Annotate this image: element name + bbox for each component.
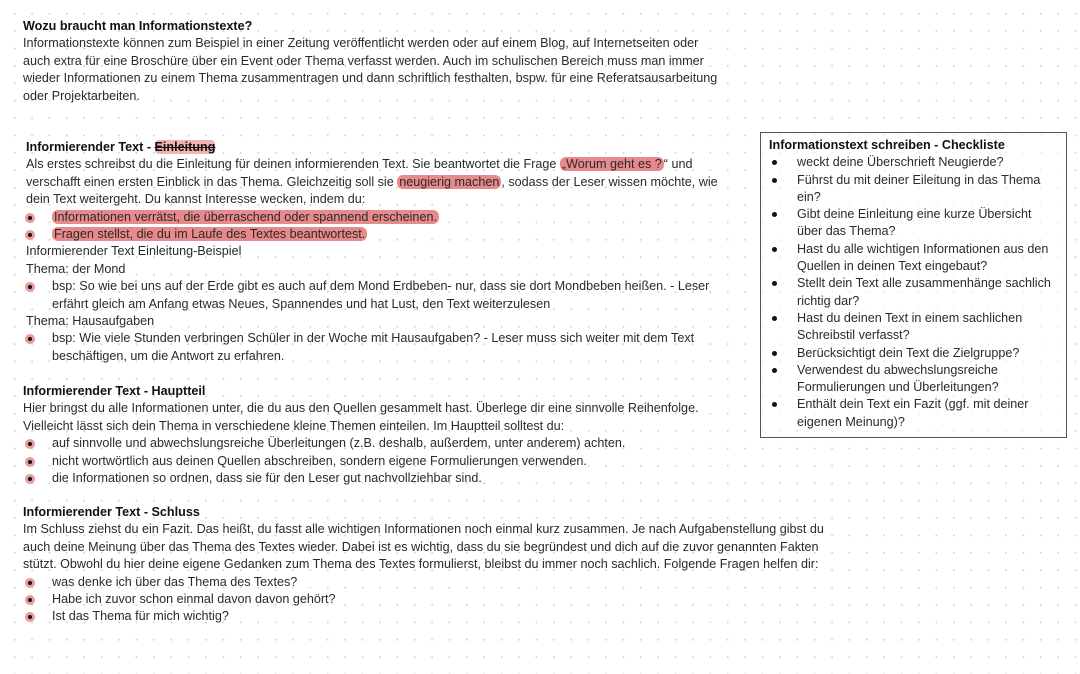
checklist-item-continuation: Quellen in deinen Text eingebaut? bbox=[797, 259, 988, 274]
theme-label: Thema: Hausaufgaben bbox=[26, 313, 155, 328]
checklist-item: Verwendest du abwechslungsreiche bbox=[769, 362, 1066, 379]
hauptteil-title: Informierender Text - Hauptteil bbox=[23, 384, 206, 398]
checklist-item: weckt deine Überschrieft Neugierde? bbox=[769, 154, 1066, 171]
text: , sodass der Leser wissen möchte, wie bbox=[501, 174, 718, 189]
bullet-item: was denke ich über das Thema des Textes? bbox=[23, 574, 843, 591]
bullet-item bbox=[23, 226, 843, 243]
paragraph-line: dein Text weitergeht. Du kannst Interesse wecken, indem du: bbox=[26, 192, 366, 207]
checklist-item-continuation: ein? bbox=[797, 189, 821, 204]
text: verschafft einen ersten Einblick in das Thema. Gleichzeitig soll sie bbox=[26, 174, 398, 189]
schluss-title: Informierender Text - Schluss bbox=[23, 505, 200, 519]
checklist-item: Berücksichtigt dein Text die Zielgruppe? bbox=[769, 345, 1066, 362]
checklist-item: Gibt deine Einleitung eine kurze Übersicht bbox=[769, 206, 1066, 223]
hauptteil-section bbox=[23, 383, 843, 487]
intro-title: Wozu braucht man Informationstexte? bbox=[23, 19, 253, 33]
bullet-continuation: beschäftigen, um die Antwort zu erfahren. bbox=[52, 348, 285, 363]
bullet-item bbox=[23, 209, 843, 226]
bullet-item: Ist das Thema für mich wichtig? bbox=[23, 608, 843, 625]
bullet-item: Habe ich zuvor schon einmal davon davon gehört? bbox=[23, 591, 843, 608]
checklist-item-continuation: eigenen Meinung)? bbox=[797, 414, 905, 429]
einleitung-title bbox=[26, 139, 846, 156]
paragraph-line bbox=[26, 174, 846, 191]
schluss-section bbox=[23, 504, 843, 626]
example-heading: Informierender Text Einleitung-Beispiel bbox=[26, 244, 242, 259]
intro-section bbox=[23, 18, 843, 105]
checklist-box bbox=[760, 132, 1067, 438]
bullet-item: bsp: Wie viele Stunden verbringen Schüler in der Woche mit Hausaufgaben? - Leser muss sich weiter mit dem Text bbox=[23, 330, 843, 347]
checklist-item: Hast du alle wichtigen Informationen aus den bbox=[769, 241, 1066, 258]
checklist-item-continuation: Formulierungen und Überleitungen? bbox=[797, 380, 999, 395]
checklist-item-continuation: über das Thema? bbox=[797, 224, 896, 239]
paragraph-line: oder Projektarbeiten. bbox=[23, 88, 140, 103]
theme-label: Thema: der Mond bbox=[26, 261, 126, 276]
paragraph-line: Informationstexte können zum Beispiel in einer Zeitung veröffentlicht werden oder auf einem Blog, auf Internetseiten oder bbox=[23, 36, 699, 51]
checklist-item: Hast du deinen Text in einem sachlichen bbox=[769, 310, 1066, 327]
paragraph-line: stützt. Obwohl du hier deine eigene Gedanken zum Thema des Textes formulierst, bleibst du immer noch sachlich. Folgende Fragen helfen dir: bbox=[23, 557, 819, 572]
paragraph-line: auch deine Meinung über das Thema des Textes wieder. Dabei ist es wichtig, dass du sie begründest und dich auf die zuvor genannten Fakten bbox=[23, 539, 819, 554]
highlight: Informationen verrätst, die überraschend oder spannend erscheinen. bbox=[54, 209, 437, 224]
paragraph-line: wieder Informationen zu einem Thema zusammentragen und dann schriftlich festhalten, bspw. für eine Referatsausarbeitung bbox=[23, 71, 718, 86]
highlight: „Worum geht es ? bbox=[561, 157, 662, 172]
paragraph-line: auch extra für eine Broschüre über ein Event oder Thema verfasst werden. Auch im schulischen Bereich muss man immer bbox=[23, 53, 704, 68]
text: Als erstes schreibst du die Einleitung für deinen informierenden Text. Sie beantwortet die Frage bbox=[26, 157, 560, 172]
title-prefix: Informierender Text - bbox=[26, 140, 155, 154]
checklist-item-continuation: richtig dar? bbox=[797, 293, 860, 308]
checklist-item: Enthält dein Text ein Fazit (ggf. mit deiner bbox=[769, 396, 1066, 413]
title-marked: Einleitung bbox=[154, 140, 216, 154]
checklist-item-continuation: Schreibstil verfasst? bbox=[797, 328, 910, 343]
paragraph-line: Vielleicht lässt sich dein Thema in verschiedene kleine Themen einteilen. Im Hauptteil solltest du: bbox=[23, 418, 565, 433]
text: “ und bbox=[663, 157, 693, 172]
highlight: Fragen stellst, die du im Laufe des Textes beantwortest. bbox=[54, 226, 366, 241]
bullet-item: die Informationen so ordnen, dass sie für den Leser gut nachvollziehbar sind. bbox=[23, 470, 843, 487]
highlight: neugierig machen bbox=[399, 174, 500, 189]
bullet-item: bsp: So wie bei uns auf der Erde gibt es auch auf dem Mond Erdbeben- nur, dass sie dort Mondbeben heißen. - Leser bbox=[23, 278, 843, 295]
bullet-continuation: erfährt gleich am Anfang etwas Neues, Spannendes und hat Lust, den Text weiterzulesen bbox=[52, 296, 551, 311]
paragraph-line: Hier bringst du alle Informationen unter, die du aus den Quellen gesammelt hast. Überlege dir eine sinnvolle Reihenfolge. bbox=[23, 401, 699, 416]
paragraph-line: Im Schluss ziehst du ein Fazit. Das heißt, du fasst alle wichtigen Informationen noch einmal kurz zusammen. Je nach Aufgabenstellung gibst du bbox=[23, 522, 824, 537]
checklist-item: Stellt dein Text alle zusammenhänge sachlich bbox=[769, 275, 1066, 292]
bullet-item: nicht wortwörtlich aus deinen Quellen abschreiben, sondern eigene Formulierungen verwenden. bbox=[23, 453, 843, 470]
checklist-title: Informationstext schreiben - Checkliste bbox=[769, 138, 1005, 152]
einleitung-section bbox=[26, 139, 846, 365]
checklist-item: Führst du mit deiner Eileitung in das Thema bbox=[769, 172, 1066, 189]
paragraph-line bbox=[26, 156, 846, 173]
bullet-item: auf sinnvolle und abwechslungsreiche Überleitungen (z.B. deshalb, außerdem, unter anderem) achten. bbox=[23, 435, 843, 452]
